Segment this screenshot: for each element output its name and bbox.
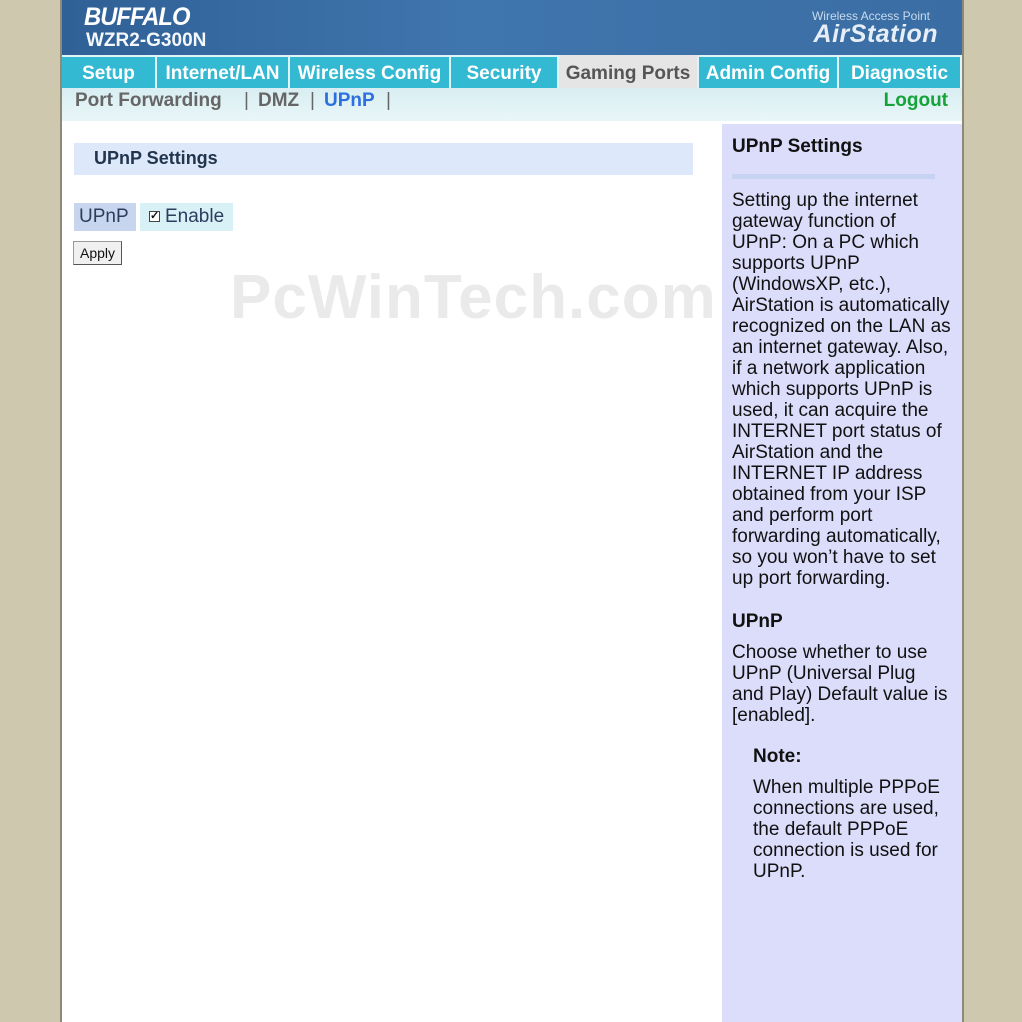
main-tabs bbox=[62, 55, 962, 88]
subnav-dmz[interactable]: DMZ bbox=[258, 90, 300, 111]
subnav-port-forwarding[interactable]: Port Forwarding bbox=[75, 90, 222, 111]
buffalo-logo: BUFFALO bbox=[84, 3, 190, 31]
help-intro-text: Setting up the internet gateway function of UPnP: On a PC which supports UPnP (WindowsXP, etc.), AirStation is automatically recognized on the LAN as an internet gateway. Also, if a network application which supports UPnP is used, it can acquire the INTERNET port status of AirStation and the INTERNET IP address obtained from your ISP and perform port forwarding automatically, so you won’t have to set up port forwarding. bbox=[732, 190, 951, 589]
tab-security[interactable]: Security bbox=[451, 55, 559, 88]
section-header bbox=[74, 143, 693, 175]
subnav-upnp[interactable]: UPnP bbox=[324, 90, 375, 111]
tab-diagnostic[interactable]: Diagnostic bbox=[839, 55, 962, 88]
upnp-enable-cell bbox=[140, 203, 233, 231]
model-name: WZR2-G300N bbox=[86, 30, 207, 51]
apply-button[interactable]: Apply bbox=[73, 241, 122, 265]
help-note-heading: Note: bbox=[753, 746, 802, 767]
tab-internet-lan[interactable]: Internet/LAN bbox=[157, 55, 290, 88]
subnav-separator: | bbox=[244, 90, 249, 111]
sub-navigation bbox=[62, 88, 962, 121]
airstation-logo: AirStation bbox=[813, 20, 938, 48]
help-upnp-text: Choose whether to use UPnP (Universal Plug and Play) Default value is [enabled]. bbox=[732, 642, 948, 726]
header-banner bbox=[62, 0, 962, 55]
help-divider bbox=[732, 174, 935, 179]
upnp-field-label: UPnP bbox=[74, 203, 136, 231]
help-panel bbox=[722, 124, 962, 1022]
router-page-frame bbox=[60, 0, 964, 1022]
subnav-separator: | bbox=[310, 90, 315, 111]
product-line-label: Wireless Access Point bbox=[811, 9, 930, 23]
tab-admin-config[interactable]: Admin Config bbox=[699, 55, 839, 88]
enable-label: Enable bbox=[165, 206, 225, 227]
section-title: UPnP Settings bbox=[94, 148, 218, 168]
subnav-separator: | bbox=[386, 90, 391, 111]
watermark-text: PcWinTech.com bbox=[230, 263, 717, 332]
upnp-enable-checkbox[interactable]: ✓ bbox=[150, 210, 160, 222]
help-note-text: When multiple PPPoE connections are used, the default PPPoE connection is used for UPnP. bbox=[753, 777, 940, 882]
help-upnp-heading: UPnP bbox=[732, 611, 783, 632]
logout-link[interactable]: Logout bbox=[883, 90, 948, 111]
tab-wireless-config[interactable]: Wireless Config bbox=[290, 55, 451, 88]
help-title: UPnP Settings bbox=[732, 136, 863, 157]
tab-gaming-ports[interactable]: Gaming Ports bbox=[559, 55, 699, 88]
tab-setup[interactable]: Setup bbox=[62, 55, 157, 88]
